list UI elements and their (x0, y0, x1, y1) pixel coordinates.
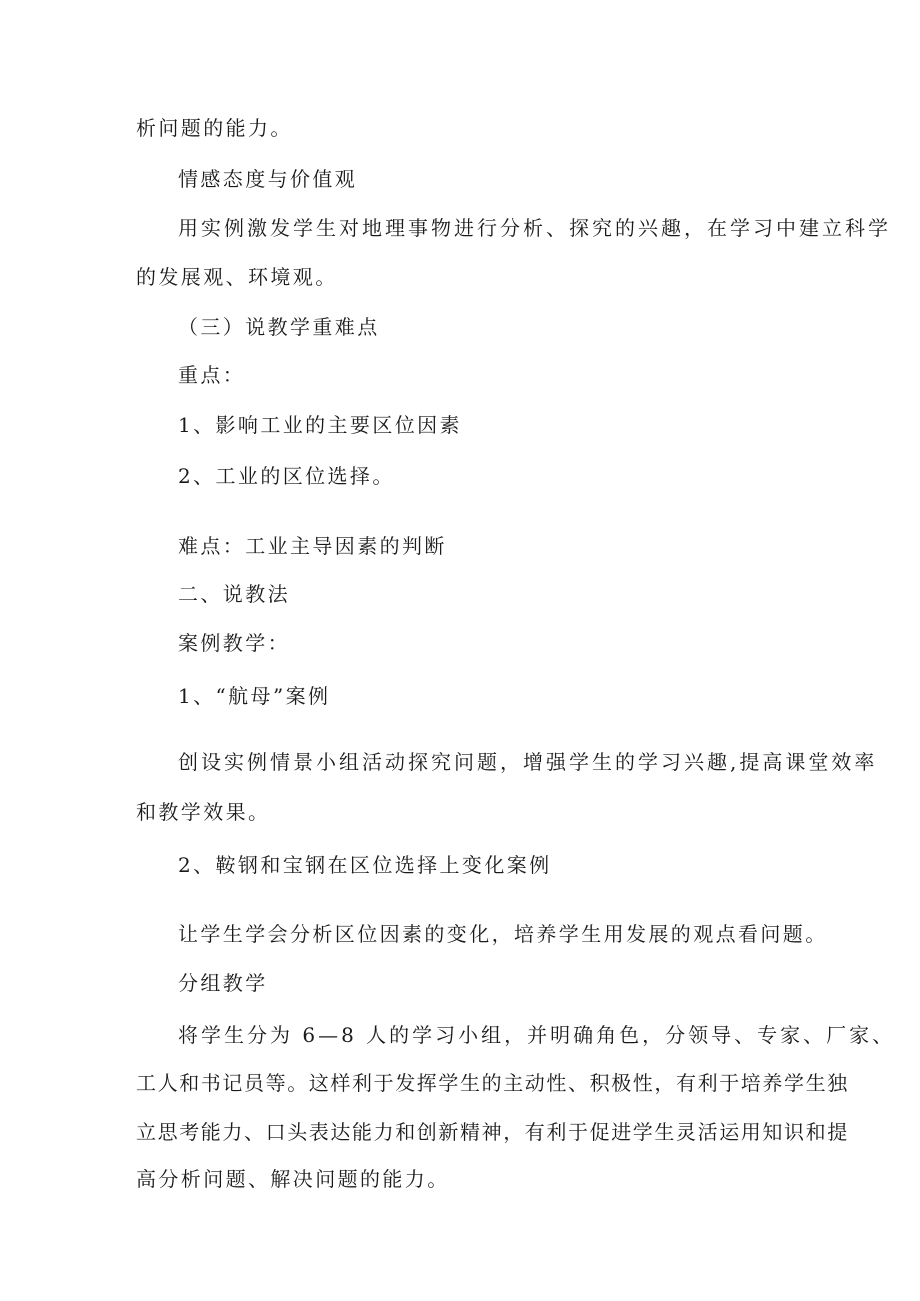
paragraph-line: 让学生学会分析区位因素的变化，培养学生用发展的观点看问题。 (178, 922, 828, 946)
paragraph-line: 将学生分为 6—8 人的学习小组，并明确角色，分领导、专家、厂家、 (178, 1023, 896, 1047)
paragraph-line: 和教学效果。 (136, 800, 271, 824)
paragraph-line: 工人和书记员等。这样利于发挥学生的主动性、积极性，有利于培养学生独 (136, 1071, 849, 1095)
paragraph-continuation: 析问题的能力。 (136, 116, 293, 140)
paragraph-line: 用实例激发学生对地理事物进行分析、探究的兴趣，在学习中建立科学 (178, 216, 891, 240)
label-case-teaching: 案例教学： (178, 631, 290, 655)
paragraph-line: 立思考能力、口头表达能力和创新精神，有利于促进学生灵活运用知识和提 (136, 1120, 849, 1144)
list-item: 1、影响工业的主要区位因素 (178, 413, 462, 437)
section-heading-methods: 二、说教法 (178, 582, 290, 606)
paragraph-line: 高分析问题、解决问题的能力。 (136, 1167, 450, 1191)
list-item: 2、鞍钢和宝钢在区位选择上变化案例 (178, 853, 552, 877)
subheading-attitude-values: 情感态度与价值观 (178, 167, 358, 191)
list-item: 2、工业的区位选择。 (178, 464, 395, 488)
section-heading-key-points: （三）说教学重难点 (178, 315, 380, 339)
difficulty-line: 难点：工业主导因素的判断 (178, 534, 447, 558)
paragraph-line: 创设实例情景小组活动探究问题，增强学生的学习兴趣,提高课堂效率 (178, 750, 878, 774)
paragraph-line: 的发展观、环境观。 (136, 265, 338, 289)
label-group-teaching: 分组教学 (178, 971, 268, 995)
label-key-points: 重点： (178, 363, 246, 387)
list-item: 1、“航母”案例 (178, 684, 331, 708)
